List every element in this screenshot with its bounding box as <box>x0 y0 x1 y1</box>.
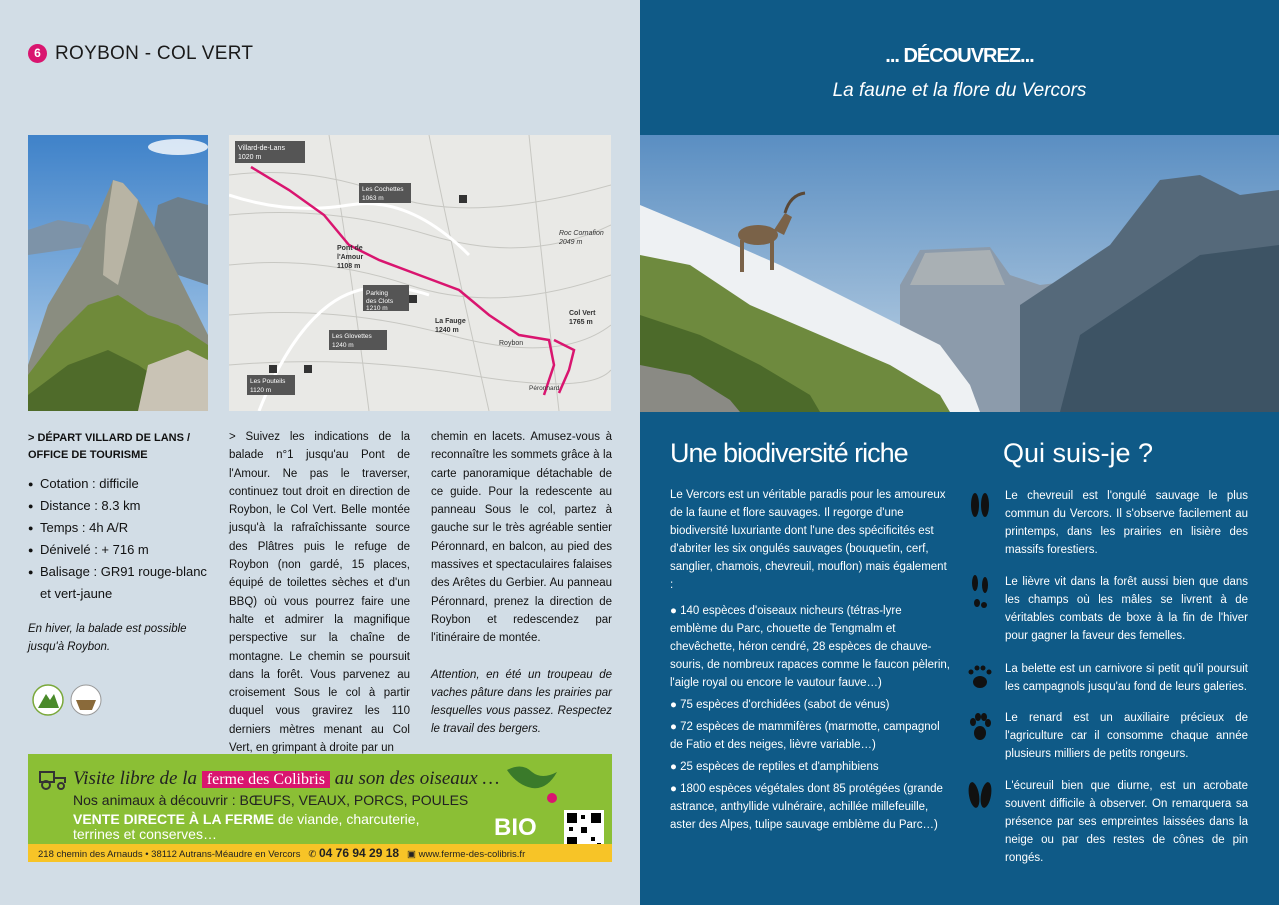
ad-line1-a: Visite libre de la <box>73 768 198 789</box>
svg-text:1108 m: 1108 m <box>337 263 361 270</box>
fact-item: ● Distance : 8.3 km <box>28 495 218 517</box>
svg-text:1240 m: 1240 m <box>332 342 354 349</box>
route-description-text: chemin en lacets. Amusez-vous à reconnaître les sommets grâce à la carte panoramique détachable de ce guide. Pour la redescente au panneau Sous le col, partez à gauche sur le très agréable sentier Péronnard, en balcon, au pied des massives et spectaculaires falaises des Arêtes du Gerbier. Au panneau Péronnard, prenez la direction de Roybon et redescendez par l'itinéraire de montée. <box>431 431 612 645</box>
svg-text:l'Amour: l'Amour <box>337 254 364 261</box>
phone-icon: ✆ <box>308 849 317 860</box>
route-title: ROYBON - COL VERT <box>55 43 254 64</box>
discover-subtitle: La faune et la flore du Vercors <box>832 80 1087 101</box>
svg-text:Les Pouteils: Les Pouteils <box>250 378 286 385</box>
weasel-track-icon <box>965 660 995 696</box>
list-item: ● 75 espèces d'orchidées (sabot de vénus) <box>670 699 890 711</box>
svg-text:La Fauge: La Fauge <box>435 318 466 325</box>
svg-text:1063 m: 1063 m <box>362 195 384 202</box>
route-description-col1: > Suivez les indications de la balade n°1 jusqu'au Pont de l'Amour. Ne pas le traverser, continuez tout droit en direction de Roybon, le Col Vert. Belle montée jusqu'à la rafraîchissante source des Plâtres puis le refuge de Roybon (non gardé, 15 places, équipé de toilettes sèches et d'un BBQ) où vous pourrez faire une halte et admirer la magnifique perspective sur la chaîne de montagne. Le chemin se poursuit dans la forêt. Vous parvenez au croisement Sous le col à partir duquel vous gravirez les 110 derniers mètres menant au Col Vert, en grimpant à droite par un <box>229 431 410 755</box>
route-number-badge: 6 <box>28 44 47 63</box>
ad-line1 <box>73 768 499 790</box>
list-item: ● 140 espèces d'oiseaux nicheurs (tétras-lyre emblème du Parc, chouette de Tengmalm et chevêchette, héron cendré, 28 espèces de chauve-souris, de nombreux rapaces comme le faucon pèlerin, l'aigle royal ou encore le vautour fauve…) <box>670 605 950 689</box>
map-label-villard: Villard-de-Lans <box>238 145 285 152</box>
biodiversity-intro: Le Vercors est un véritable paradis pour les amoureux de la faune et flore sauvages. Il regorge d'une biodiversité luxuriante dont l'une des spécificités est d'abriter les six ongulés sauvages (bouquetin, cerf, sanglier, chamois, chevreuil, mouflon) mais également : <box>670 489 947 591</box>
farm-advertisement[interactable] <box>28 754 612 862</box>
attention-note: Attention, en été un troupeau de vaches pâture dans les prairies par lesquelles vous passez. Respectez le travail des bergers. <box>431 668 612 736</box>
svg-text:1120 m: 1120 m <box>250 387 272 394</box>
list-item: ● 1800 espèces végétales dont 85 protégées (grande astrance, anthyllide vulnéraire, achillée millefeuille, aster des Alpes, tulipe sauvage emblème du Parc…) <box>670 783 943 831</box>
svg-text:Roc Cornafion: Roc Cornafion <box>559 230 604 237</box>
discover-heading: ... DÉCOUVREZ... <box>885 45 1034 67</box>
route-facts-list <box>28 473 218 605</box>
animal-entry-fox <box>965 709 1248 763</box>
fact-item: ● Balisage : GR91 rouge-blanc et vert-jaune <box>28 561 218 605</box>
fact-item: ● Temps : 4h A/R <box>28 517 218 539</box>
animal-text: L'écureuil bien que diurne, est un acrobate souvent difficile à observer. On remarquera sa présence par ses empreintes laissées dans la neige ou par des restes de cônes de pin rongés. <box>1005 780 1248 864</box>
farm-name: ferme des Colibris <box>202 771 330 788</box>
ad-line3 <box>73 811 419 827</box>
svg-text:Péronnard: Péronnard <box>529 385 560 392</box>
animal-entry-roe-deer <box>965 487 1248 559</box>
list-item: ● 72 espèces de mammifères (marmotte, campagnol de Fatio et des neiges, lièvre variable…) <box>670 721 940 751</box>
trail-map <box>229 135 611 411</box>
winter-note: En hiver, la balade est possible jusqu'à Roybon. <box>28 623 187 653</box>
departure-point: > DÉPART VILLARD DE LANS / OFFICE DE TOURISME <box>28 432 191 461</box>
ad-footer <box>28 844 612 862</box>
svg-text:1210 m: 1210 m <box>366 305 388 312</box>
hare-track-icon <box>965 573 995 609</box>
ad-line2: Nos animaux à découvrir : BŒUFS, VEAUX, PORCS, POULES <box>73 792 469 808</box>
animal-text: Le renard est un auxiliaire précieux de l'agriculture car il consomme chaque année plusieurs milliers de petits rongeurs. <box>1005 712 1248 760</box>
svg-text:1240 m: 1240 m <box>435 327 459 334</box>
svg-text:1020 m: 1020 m <box>238 154 262 161</box>
ad-direct-sale: VENTE DIRECTE À LA FERME <box>73 811 274 827</box>
svg-text:Les Glovettes: Les Glovettes <box>332 333 372 340</box>
ibex-landscape-photo <box>640 135 1279 412</box>
fact-item: ● Dénivelé : + 716 m <box>28 539 218 561</box>
list-item: ● 25 espèces de reptiles et d'amphibiens <box>670 761 879 773</box>
eco-badges <box>28 678 108 718</box>
svg-text:Col Vert: Col Vert <box>569 310 596 317</box>
animal-text: Le chevreuil est l'ongulé sauvage le plus commun du Vercors. Il s'observe facilement au printemps, dans les prairies en lisière des massifs forestiers. <box>1005 490 1248 556</box>
ad-line4: terrines et conserves… <box>73 826 217 842</box>
who-am-i-heading: Qui suis-je ? <box>1003 438 1154 468</box>
ad-line1-b: au son des oiseaux … <box>334 768 500 789</box>
mountain-peak-photo <box>28 135 208 411</box>
hummingbird-icon <box>502 760 562 805</box>
animal-entry-weasel <box>965 660 1248 696</box>
tractor-icon <box>38 768 68 790</box>
biodiversity-heading: Une biodiversité riche <box>670 438 908 468</box>
fox-track-icon <box>965 709 995 745</box>
animal-entry-squirrel <box>965 777 1248 867</box>
squirrel-track-icon <box>965 777 995 813</box>
ad-products: de viande, charcuterie, <box>277 811 420 827</box>
ad-address: 218 chemin des Arnauds • 38112 Autrans-Méaudre en Vercors <box>38 849 301 860</box>
ad-phone[interactable]: 04 76 94 29 18 <box>318 846 400 860</box>
svg-text:Parking: Parking <box>366 290 389 297</box>
animal-text: La belette est un carnivore si petit qu'il poursuit les campagnols jusqu'au fond de leurs galeries. <box>1005 663 1248 693</box>
svg-text:1765 m: 1765 m <box>569 319 593 326</box>
svg-text:Roybon: Roybon <box>499 340 524 347</box>
svg-text:Pont de: Pont de <box>337 245 363 252</box>
svg-text:Les Cochettes: Les Cochettes <box>362 186 404 193</box>
fact-item: ● Cotation : difficile <box>28 473 218 495</box>
route-description-col2 <box>431 428 612 739</box>
biodiversity-list <box>670 602 950 838</box>
social-icons: ▣ <box>406 849 416 860</box>
bio-label: BIO <box>494 814 537 841</box>
animal-text: Le lièvre vit dans la forêt aussi bien que dans les champs où les mâles se livrent à de véritables combats de boxe à la fin de l'hiver pour gagner la faveur des femelles. <box>1005 576 1248 642</box>
svg-text:2049 m: 2049 m <box>559 239 583 246</box>
roe-deer-track-icon <box>965 487 995 523</box>
right-page <box>640 0 1279 905</box>
svg-text:des Clots: des Clots <box>366 298 394 305</box>
animal-entry-hare <box>965 573 1248 645</box>
ad-website[interactable]: www.ferme-des-colibris.fr <box>418 849 526 860</box>
